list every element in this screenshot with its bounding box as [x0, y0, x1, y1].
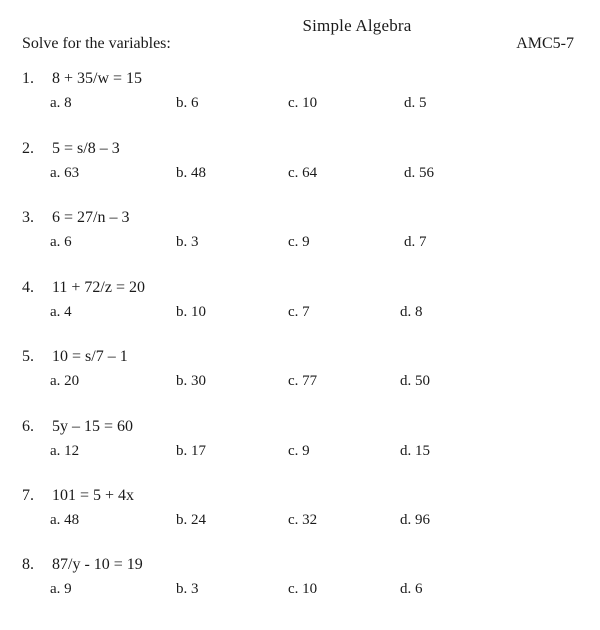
problem-question	[22, 209, 129, 227]
problem-equation: 6 = 27/n – 3	[52, 209, 130, 226]
problem-equation: 101 = 5 + 4x	[52, 487, 135, 504]
problem-7	[0, 487, 600, 547]
choice-b: b. 3	[176, 581, 199, 597]
choice-a: a. 20	[50, 373, 80, 389]
problem-question	[22, 556, 143, 574]
choice-a: a. 4	[50, 304, 72, 320]
choice-d: d. 7	[404, 234, 427, 250]
problem-equation: 11 + 72/z = 20	[52, 279, 145, 296]
problem-equation: 5 = s/8 – 3	[52, 140, 120, 157]
choice-a: a. 8	[50, 95, 72, 111]
problem-question	[22, 487, 134, 505]
problem-1	[0, 70, 600, 130]
choice-b: b. 3	[176, 234, 199, 250]
problem-number: 2.	[22, 140, 34, 157]
choice-c: c. 64	[288, 165, 318, 181]
problem-number: 8.	[22, 556, 34, 573]
problem-question	[22, 348, 128, 366]
problem-question	[22, 279, 145, 297]
choice-d: d. 5	[404, 95, 427, 111]
problem-question	[22, 70, 142, 88]
problem-3	[0, 209, 600, 269]
choice-b: b. 17	[176, 443, 206, 459]
choice-a: a. 63	[50, 165, 80, 181]
choice-b: b. 30	[176, 373, 206, 389]
problem-number: 4.	[22, 279, 34, 296]
problem-4	[0, 279, 600, 339]
problem-equation: 10 = s/7 – 1	[52, 348, 128, 365]
choice-d: d. 15	[400, 443, 430, 459]
choice-a: a. 6	[50, 234, 72, 250]
choice-b: b. 10	[176, 304, 206, 320]
problem-equation: 87/y - 10 = 19	[52, 556, 143, 573]
problem-number: 7.	[22, 487, 34, 504]
worksheet-code: AMC5-7	[516, 35, 574, 52]
problem-question	[22, 140, 120, 158]
worksheet-title: Simple Algebra	[302, 16, 412, 35]
problem-number: 6.	[22, 418, 34, 435]
choice-c: c. 10	[288, 95, 318, 111]
choice-c: c. 77	[288, 373, 318, 389]
problem-6	[0, 418, 600, 478]
choice-c: c. 9	[288, 234, 310, 250]
choice-d: d. 8	[400, 304, 423, 320]
choice-c: c. 32	[288, 512, 318, 528]
problem-question	[22, 418, 133, 436]
problem-number: 3.	[22, 209, 34, 226]
choice-c: c. 7	[288, 304, 310, 320]
problem-number: 5.	[22, 348, 34, 365]
problem-5	[0, 348, 600, 408]
choice-b: b. 48	[176, 165, 206, 181]
problem-2	[0, 140, 600, 200]
problem-8	[0, 556, 600, 616]
instructions-text: Solve for the variables:	[22, 35, 171, 52]
choice-d: d. 50	[400, 373, 430, 389]
choice-d: d. 56	[404, 165, 434, 181]
choice-d: d. 6	[400, 581, 423, 597]
problem-equation: 8 + 35/w = 15	[52, 70, 143, 87]
choice-a: a. 12	[50, 443, 80, 459]
choice-c: c. 9	[288, 443, 310, 459]
choice-c: c. 10	[288, 581, 318, 597]
choice-a: a. 9	[50, 581, 72, 597]
choice-b: b. 6	[176, 95, 199, 111]
problem-equation: 5y – 15 = 60	[52, 418, 134, 435]
problem-number: 1.	[22, 70, 34, 87]
choice-a: a. 48	[50, 512, 80, 528]
choice-d: d. 96	[400, 512, 430, 528]
choice-b: b. 24	[176, 512, 206, 528]
